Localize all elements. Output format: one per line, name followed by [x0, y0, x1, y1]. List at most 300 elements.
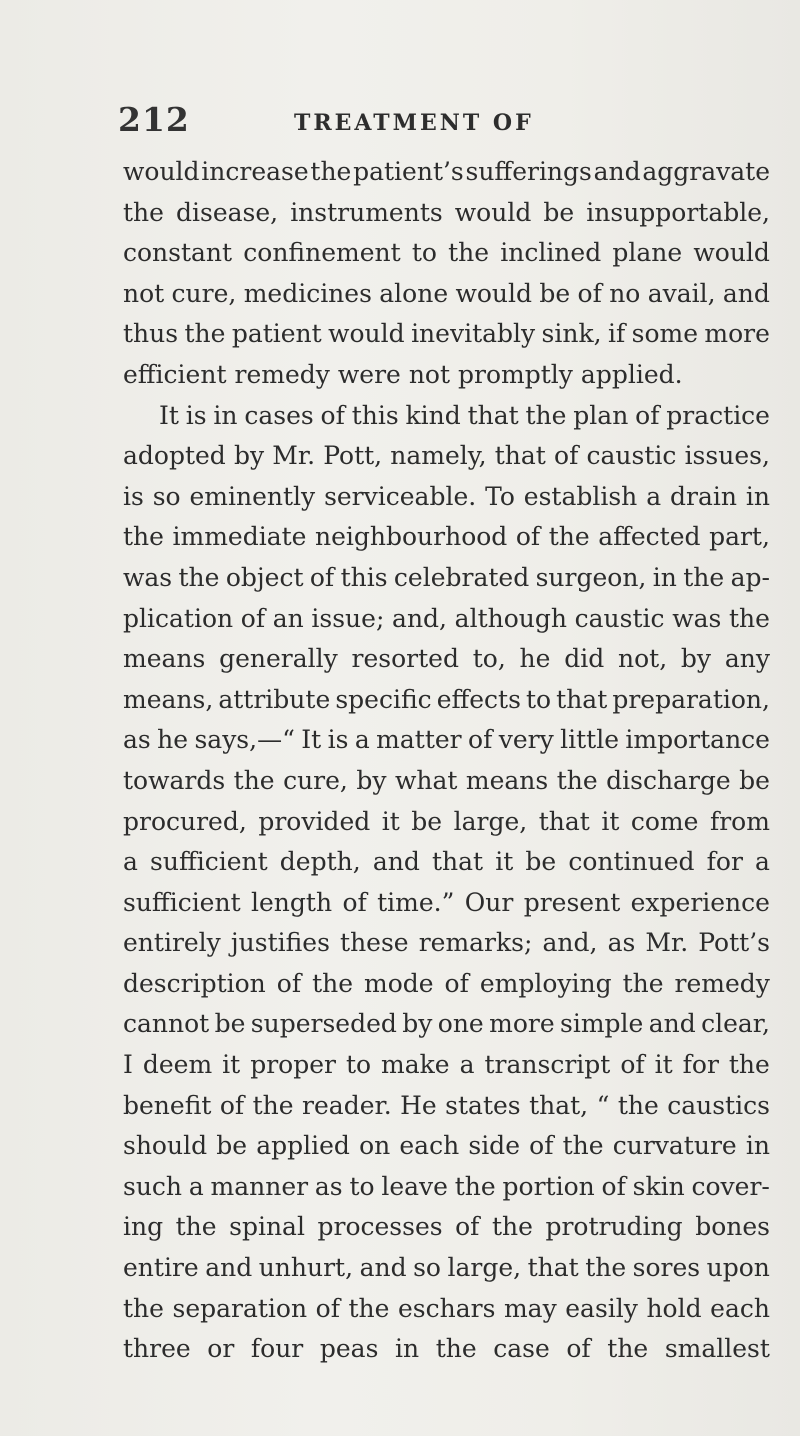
word: side — [468, 1131, 520, 1161]
word: inevitably — [411, 319, 536, 349]
word: portion — [502, 1171, 595, 1201]
word: the — [348, 1293, 390, 1323]
word: spinal — [229, 1212, 305, 1242]
word: that — [527, 1253, 579, 1283]
word: transcript — [484, 1050, 611, 1080]
word: deem — [142, 1050, 213, 1080]
word: any — [724, 644, 770, 674]
word: was — [123, 562, 173, 592]
word: three — [123, 1334, 191, 1364]
word: increase — [201, 157, 309, 186]
word: that — [538, 806, 590, 836]
word: the — [622, 968, 664, 998]
word: one — [437, 1009, 484, 1039]
word: a — [123, 847, 138, 877]
word: immediate — [172, 522, 307, 552]
word: some — [631, 319, 698, 349]
text-line — [123, 396, 770, 437]
word: very — [498, 725, 554, 755]
word: to — [349, 1171, 375, 1201]
word: of — [309, 562, 335, 592]
word: were — [337, 359, 401, 389]
word: these — [340, 928, 409, 958]
word: to — [345, 1050, 372, 1080]
word: come — [630, 806, 699, 836]
word: applied. — [580, 359, 683, 389]
text-line — [123, 517, 770, 558]
word: from — [709, 806, 770, 836]
word: and — [372, 847, 420, 877]
text-line — [123, 1126, 770, 1167]
word: the — [233, 765, 275, 795]
word: protruding — [545, 1212, 683, 1242]
word: of — [515, 522, 541, 552]
word: kind — [405, 400, 461, 430]
word: matter — [376, 725, 462, 755]
word: the — [123, 1293, 164, 1323]
word: a — [459, 1050, 475, 1080]
word: description — [123, 968, 266, 998]
text-line — [123, 436, 770, 477]
word: not — [123, 278, 165, 308]
word: thus — [123, 319, 179, 349]
word: upon — [706, 1253, 770, 1283]
text-line — [123, 274, 770, 315]
text-line — [123, 923, 770, 964]
word: the — [123, 197, 164, 227]
word: justifies — [230, 928, 330, 958]
word: says,—“ — [194, 725, 295, 755]
word: the — [525, 400, 567, 430]
word: of — [342, 887, 367, 917]
word: the — [728, 1050, 770, 1080]
word: more — [489, 1009, 555, 1039]
word: would — [455, 278, 533, 308]
word: the — [448, 238, 490, 268]
word: it — [601, 806, 620, 836]
word: namely, — [390, 441, 487, 471]
text-line — [123, 680, 770, 721]
word: specific — [335, 684, 432, 714]
word: a — [646, 481, 662, 511]
word: the — [175, 1212, 217, 1242]
text-line — [123, 233, 770, 274]
word: by — [233, 441, 265, 471]
word: if — [607, 319, 626, 349]
word: Pott’s — [698, 928, 770, 958]
word: of — [240, 603, 266, 633]
word: is — [185, 400, 207, 430]
word: the — [312, 968, 354, 998]
word: plan — [573, 400, 629, 430]
word: instruments — [290, 197, 443, 227]
word: be — [739, 765, 770, 795]
word: confinement — [243, 238, 401, 268]
text-line — [123, 477, 770, 518]
word: cure, — [283, 765, 348, 795]
word: discharge — [606, 765, 731, 795]
word: this — [340, 562, 388, 592]
word: would — [454, 197, 532, 227]
word: effects — [436, 684, 521, 714]
word: remarks; — [418, 928, 533, 958]
word: eminently — [189, 481, 316, 511]
word: each — [399, 1131, 460, 1161]
text-line — [123, 1086, 770, 1127]
text-line — [123, 1329, 770, 1370]
word: length — [251, 887, 333, 917]
word: Mr. — [645, 928, 689, 958]
word: sores — [632, 1253, 701, 1283]
word: issues, — [684, 441, 770, 471]
word: of — [444, 968, 469, 998]
word: generally — [219, 644, 338, 674]
text-line — [123, 720, 770, 761]
word: would — [693, 238, 770, 268]
word: and — [205, 1253, 253, 1283]
word: in — [652, 562, 677, 592]
word: unhurt, — [258, 1253, 354, 1283]
word: of — [315, 1293, 340, 1323]
word: the — [683, 562, 725, 592]
word: celebrated — [393, 562, 530, 592]
word: smallest — [664, 1334, 770, 1364]
word: what — [394, 765, 458, 795]
word: that — [431, 847, 484, 877]
word: by — [402, 1009, 433, 1039]
word: not — [408, 359, 451, 389]
word: caustics — [667, 1090, 770, 1120]
word: a — [354, 725, 370, 755]
word: the — [252, 1090, 294, 1120]
word: hold — [646, 1293, 702, 1323]
word: be — [214, 1009, 246, 1039]
word: to — [411, 238, 437, 268]
word: curvature — [612, 1131, 737, 1161]
text-line — [123, 1248, 770, 1289]
text-line — [123, 599, 770, 640]
word: an — [272, 603, 304, 633]
word: establish — [523, 481, 638, 511]
word: present — [523, 887, 621, 917]
word: or — [207, 1334, 235, 1364]
word: towards — [123, 765, 226, 795]
word: should — [123, 1131, 208, 1161]
word: he — [157, 725, 189, 755]
word: eschars — [398, 1293, 496, 1323]
word: mode — [364, 968, 434, 998]
word: be — [411, 806, 443, 836]
text-line — [123, 761, 770, 802]
word: of — [620, 1050, 645, 1080]
word: disease, — [176, 197, 279, 227]
word: for — [706, 847, 743, 877]
word: Pott, — [323, 441, 383, 471]
word: the — [607, 1334, 649, 1364]
text-line — [123, 193, 770, 234]
word: such — [123, 1171, 183, 1201]
word: Our — [464, 887, 514, 917]
word: so — [413, 1253, 441, 1283]
text-line — [123, 152, 770, 193]
word: of — [529, 1131, 554, 1161]
word: alone — [379, 278, 449, 308]
word: cases — [244, 400, 314, 430]
running-title: TREATMENT OF — [294, 110, 534, 136]
word: so — [152, 481, 181, 511]
word: affected — [598, 522, 701, 552]
word: of — [219, 1090, 245, 1120]
word: of — [468, 725, 493, 755]
word: the — [728, 603, 770, 633]
word: as — [607, 928, 636, 958]
word: as — [314, 1171, 343, 1201]
word: of — [554, 441, 579, 471]
word: the — [585, 1253, 627, 1283]
word: He — [400, 1090, 437, 1120]
word: a — [188, 1171, 204, 1201]
word: drain — [669, 481, 737, 511]
text-line — [123, 883, 770, 924]
word: It — [159, 400, 179, 430]
word: depth, — [279, 847, 361, 877]
word: four — [250, 1334, 304, 1364]
word: be — [543, 197, 575, 227]
page-header — [118, 100, 718, 144]
word: bones — [695, 1212, 770, 1242]
word: would — [328, 319, 405, 349]
word: the — [123, 522, 164, 552]
word: and — [648, 1009, 696, 1039]
word: plication — [123, 603, 234, 633]
word: experience — [630, 887, 770, 917]
word: separation — [172, 1293, 308, 1323]
word: be — [539, 278, 571, 308]
word: to, — [472, 644, 506, 674]
word: he — [519, 644, 551, 674]
word: was — [672, 603, 722, 633]
word: remedy — [674, 968, 770, 998]
word: would — [123, 157, 200, 186]
word: the — [617, 1090, 659, 1120]
word: in — [395, 1334, 420, 1364]
word: not, — [618, 644, 668, 674]
word: that — [467, 400, 519, 430]
word: it — [222, 1050, 241, 1080]
text-line — [123, 1004, 770, 1045]
word: inclined — [500, 238, 602, 268]
word: although — [454, 603, 567, 633]
word: employing — [479, 968, 612, 998]
word: of — [455, 1212, 480, 1242]
word: and, — [542, 928, 598, 958]
word: To — [485, 481, 515, 511]
word: ap- — [730, 562, 770, 592]
text-line — [123, 355, 770, 396]
word: leave — [381, 1171, 448, 1201]
text-line — [123, 639, 770, 680]
word: I — [123, 1050, 133, 1080]
word: proper — [250, 1050, 336, 1080]
text-line — [123, 1289, 770, 1330]
word: it — [381, 806, 400, 836]
word: issue; — [311, 603, 385, 633]
word: to — [525, 684, 552, 714]
word: of — [601, 1171, 626, 1201]
word: in — [745, 1131, 770, 1161]
word: may — [503, 1293, 557, 1323]
text-line — [123, 964, 770, 1005]
word: in — [213, 400, 238, 430]
word: means, — [123, 684, 214, 714]
word: insupportable, — [586, 197, 770, 227]
word: that — [556, 684, 608, 714]
word: preparation, — [612, 684, 770, 714]
word: did — [564, 644, 605, 674]
word: plane — [612, 238, 683, 268]
word: by — [680, 644, 712, 674]
word: time.” — [377, 887, 455, 917]
word: means — [123, 644, 206, 674]
word: patient’s — [353, 157, 464, 186]
text-line — [123, 1045, 770, 1086]
text-line — [123, 842, 770, 883]
word: manner — [210, 1171, 309, 1201]
word: for — [682, 1050, 719, 1080]
word: adopted — [123, 441, 226, 471]
word: neighbourhood — [315, 522, 508, 552]
word: provided — [258, 806, 371, 836]
text-line — [123, 1207, 770, 1248]
word: sufferings — [465, 157, 592, 186]
word: ing — [123, 1212, 164, 1242]
word: “ — [596, 1090, 610, 1120]
word: applied — [256, 1131, 350, 1161]
word: the — [435, 1334, 477, 1364]
word: each — [710, 1293, 770, 1323]
word: is — [327, 725, 349, 755]
word: be — [525, 847, 557, 877]
word: no — [609, 278, 641, 308]
word: remedy — [234, 359, 330, 389]
word: little — [560, 725, 620, 755]
word: superseded — [250, 1009, 397, 1039]
word: medicines — [243, 278, 372, 308]
word: states — [445, 1090, 521, 1120]
word: large, — [453, 806, 528, 836]
page-number: 212 — [118, 100, 190, 139]
word: caustic — [574, 603, 665, 633]
word: patient — [231, 319, 322, 349]
word: by — [356, 765, 387, 795]
word: of — [635, 400, 660, 430]
word: and, — [392, 603, 448, 633]
word: of — [320, 400, 345, 430]
word: the — [548, 522, 590, 552]
word: entire — [123, 1253, 199, 1283]
word: on — [359, 1131, 391, 1161]
word: cover- — [691, 1171, 770, 1201]
word: of — [577, 278, 602, 308]
word: cannot — [123, 1009, 210, 1039]
text-line — [123, 802, 770, 843]
word: part, — [709, 522, 770, 552]
word: easily — [565, 1293, 638, 1323]
word: surgeon, — [535, 562, 647, 592]
word: a — [755, 847, 770, 877]
word: sufficient — [123, 887, 241, 917]
word: means — [465, 765, 549, 795]
word: aggravate — [642, 157, 770, 186]
word: object — [225, 562, 304, 592]
word: Mr. — [272, 441, 316, 471]
word: attribute — [218, 684, 331, 714]
word: clear, — [701, 1009, 770, 1039]
word: continued — [568, 847, 695, 877]
word: sufficient — [150, 847, 268, 877]
word: entirely — [123, 928, 221, 958]
word: and — [359, 1253, 407, 1283]
word: the — [491, 1212, 533, 1242]
word: the — [310, 157, 352, 186]
word: the — [562, 1131, 604, 1161]
text-line — [123, 314, 770, 355]
word: case — [493, 1334, 550, 1364]
word: and — [722, 278, 770, 308]
word: it — [495, 847, 514, 877]
text-line — [123, 558, 770, 599]
word: in — [745, 481, 770, 511]
word: procured, — [123, 806, 247, 836]
word: resorted — [351, 644, 459, 674]
word: practice — [666, 400, 770, 430]
text-line — [123, 1167, 770, 1208]
word: benefit — [123, 1090, 212, 1120]
word: promptly — [458, 359, 573, 389]
word: make — [381, 1050, 450, 1080]
word: sink, — [541, 319, 602, 349]
word: It — [301, 725, 322, 755]
word: as — [123, 725, 151, 755]
word: processes — [317, 1212, 443, 1242]
word: reader. — [302, 1090, 392, 1120]
word: it — [654, 1050, 673, 1080]
word: importance — [625, 725, 770, 755]
word: constant — [123, 238, 233, 268]
word: caustic — [586, 441, 677, 471]
word: peas — [319, 1334, 379, 1364]
word: the — [178, 562, 220, 592]
word: simple — [560, 1009, 644, 1039]
word: and — [593, 157, 641, 186]
word: the — [454, 1171, 496, 1201]
word: skin — [632, 1171, 685, 1201]
word: cure, — [171, 278, 237, 308]
word: the — [556, 765, 598, 795]
word: avail, — [647, 278, 716, 308]
word: more — [704, 319, 770, 349]
word: this — [351, 400, 399, 430]
word: is — [123, 481, 144, 511]
word: large, — [447, 1253, 522, 1283]
word: that, — [529, 1090, 589, 1120]
word: of — [566, 1334, 591, 1364]
word: efficient — [123, 359, 227, 389]
body-text — [123, 152, 770, 1370]
word: that — [494, 441, 546, 471]
word: be — [216, 1131, 248, 1161]
word: of — [276, 968, 302, 998]
